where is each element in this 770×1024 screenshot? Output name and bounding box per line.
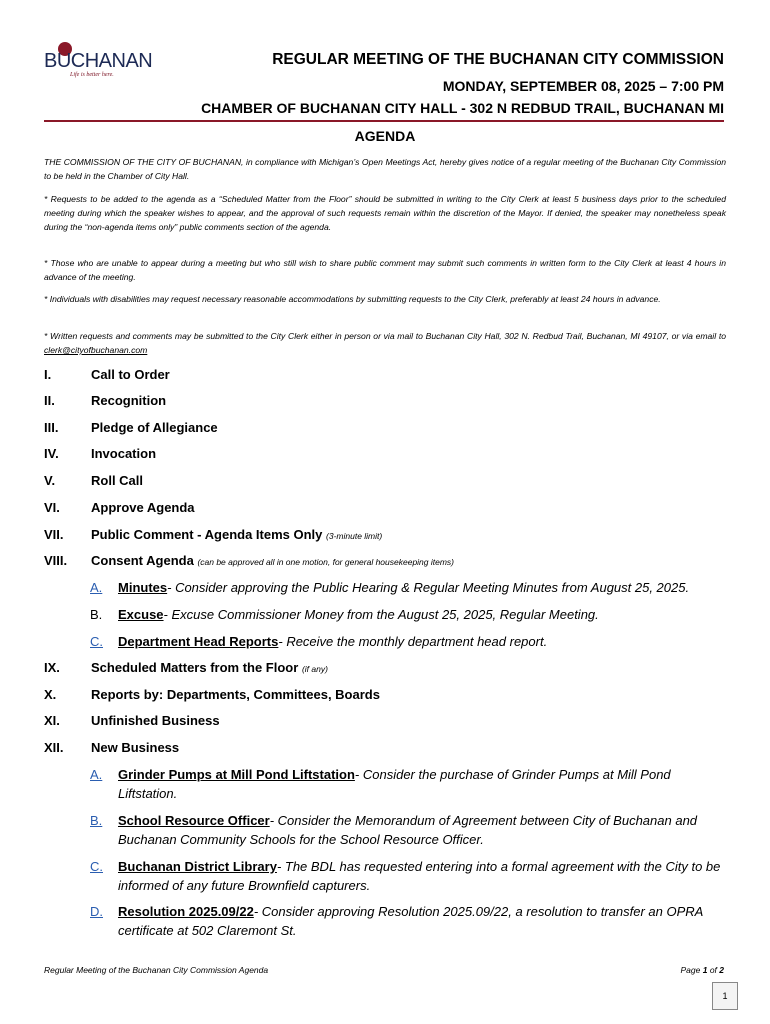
item-label: Recognition (91, 393, 167, 408)
page-of: of (707, 965, 720, 975)
new-business-title: Buchanan District Library (118, 859, 277, 874)
city-logo (44, 42, 154, 86)
footer-page-number (681, 965, 725, 975)
agenda-heading: AGENDA (354, 128, 416, 144)
agenda-item (44, 660, 328, 675)
footer-title: Regular Meeting of the Buchanan City Commission Agenda (44, 965, 269, 975)
new-business-item (90, 811, 726, 849)
item-note: (can be approved all in one motion, for general housekeeping items) (197, 557, 455, 567)
notice-paragraph: THE COMMISSION OF THE CITY OF BUCHANAN, in compliance with Michigan’s Open Meetings Act, hereby gives notice of a regular meeting of the Buchanan City Commission to be held in the Chamber of City Hall. (44, 157, 726, 181)
item-label: Roll Call (91, 473, 144, 488)
consent-item-desc: - Consider approving the Public Hearing & Regular Meeting Minutes from August 25, 2025. (167, 580, 690, 595)
item-number: XI. (44, 713, 60, 728)
page-prefix: Page (680, 965, 703, 975)
agenda-item (44, 393, 166, 408)
new-business-title: Resolution 2025.09/22 (118, 904, 254, 919)
page-indicator: 1 (712, 982, 738, 1010)
item-note: (3-minute limit) (326, 531, 383, 541)
new-business-link[interactable]: C. (90, 859, 103, 874)
consent-item-desc: - Receive the monthly department head report. (278, 634, 548, 649)
logo-text: BUCHANAN (44, 50, 153, 72)
logo-tagline: Life is better here. (70, 72, 114, 78)
meeting-title: REGULAR MEETING OF THE BUCHANAN CITY COMMISSION (272, 51, 724, 68)
consent-item-link[interactable]: C. (90, 634, 103, 649)
notice-paragraph: * Those who are unable to appear during a meeting but who still wish to share public comment may submit such comments in written form to the City Clerk at least 4 hours in advance of the meeting. (44, 258, 726, 282)
agenda-item (44, 367, 170, 382)
consent-item (90, 578, 726, 597)
notice-text: * Written requests and comments may be submitted to the City Clerk either in person or via mail to Buchanan City Hall, 302 N. Redbud Trail, Buchanan, MI 49107, or via email to (44, 331, 726, 341)
item-number: XII. (44, 740, 64, 755)
item-label: Invocation (91, 446, 157, 461)
item-number: VII. (44, 527, 64, 542)
item-label: Approve Agenda (91, 500, 195, 515)
item-number: II. (44, 393, 55, 408)
item-note: (if any) (301, 664, 328, 674)
new-business-title: Grinder Pumps at Mill Pond Liftstation (118, 767, 355, 782)
new-business-link[interactable]: A. (90, 767, 103, 782)
new-business-link[interactable]: D. (90, 904, 103, 919)
notice-paragraph: * Individuals with disabilities may request necessary reasonable accommodations by submitting requests to the City Clerk, preferably at least 24 hours in advance. (44, 294, 661, 304)
item-label: New Business (91, 740, 180, 755)
agenda-item (44, 500, 195, 515)
page-total: 2 (719, 965, 724, 975)
agenda-item (44, 687, 380, 702)
new-business-desc: - Consider the purchase of Grinder Pumps at Mill Pond Liftstation. (118, 767, 671, 801)
new-business-item (90, 857, 726, 895)
item-number: V. (44, 473, 56, 488)
item-label: Public Comment - Agenda Items Only (91, 527, 323, 542)
clerk-email-link[interactable]: clerk@cityofbuchanan.com (44, 345, 148, 355)
item-label: Pledge of Allegiance (91, 420, 218, 435)
item-label: Unfinished Business (91, 713, 220, 728)
item-label: Call to Order (91, 367, 170, 382)
agenda-item (44, 713, 220, 728)
consent-item-title: Minutes (118, 580, 168, 595)
consent-item-link[interactable]: A. (90, 580, 103, 595)
consent-item (90, 605, 726, 624)
new-business-desc: - The BDL has requested entering into a formal agreement with the City to be informed of any future Brownfield capturers. (118, 859, 721, 893)
meeting-location: CHAMBER OF BUCHANAN CITY HALL - 302 N REDBUD TRAIL, BUCHANAN MI (201, 100, 724, 116)
item-label: Consent Agenda (91, 553, 194, 568)
item-label: Reports by: Departments, Committees, Boards (91, 687, 380, 702)
agenda-item (44, 527, 382, 542)
new-business-item (90, 765, 726, 803)
item-number: VI. (44, 500, 60, 515)
header-divider (44, 120, 724, 122)
notice-written-requests (44, 329, 726, 357)
new-business-desc: - Consider approving Resolution 2025.09/22, a resolution to transfer an OPRA certificate at 502 Claremont St. (118, 904, 703, 938)
item-number: X. (44, 687, 57, 702)
item-number: IX. (44, 660, 60, 675)
agenda-item (44, 740, 179, 755)
item-number: VIII. (44, 553, 68, 568)
new-business-link[interactable]: B. (90, 813, 103, 828)
item-number: I. (44, 367, 52, 382)
consent-item (90, 632, 726, 651)
new-business-item (90, 902, 726, 940)
consent-item-title: Excuse (118, 607, 164, 622)
new-business-title: School Resource Officer (118, 813, 270, 828)
item-number: IV. (44, 446, 59, 461)
agenda-item (44, 553, 454, 568)
agenda-item (44, 420, 218, 435)
consent-item-letter: B. (90, 607, 103, 622)
consent-item-desc: - Excuse Commissioner Money from the August 25, 2025, Regular Meeting. (163, 607, 599, 622)
item-label: Scheduled Matters from the Floor (91, 660, 299, 675)
page-current: 1 (702, 965, 708, 975)
new-business-desc: - Consider the Memorandum of Agreement between City of Buchanan and Buchanan Community Schools for the School Resource Officer. (118, 813, 698, 847)
agenda-item (44, 446, 156, 461)
agenda-item (44, 473, 143, 488)
consent-item-title: Department Head Reports (118, 634, 279, 649)
item-number: III. (44, 420, 59, 435)
meeting-date: MONDAY, SEPTEMBER 08, 2025 – 7:00 PM (442, 78, 724, 94)
notice-paragraph: * Requests to be added to the agenda as a “Scheduled Matter from the Floor” should be submitted in writing to the City Clerk at least 5 business days prior to the scheduled meeting during which the speaker wishes to appear, and the approval of such requests remain within the discretion of the Mayor. If denied, the speaker may nonetheless speak during the “non-agenda items only” public comments section of the agenda. (44, 194, 726, 232)
